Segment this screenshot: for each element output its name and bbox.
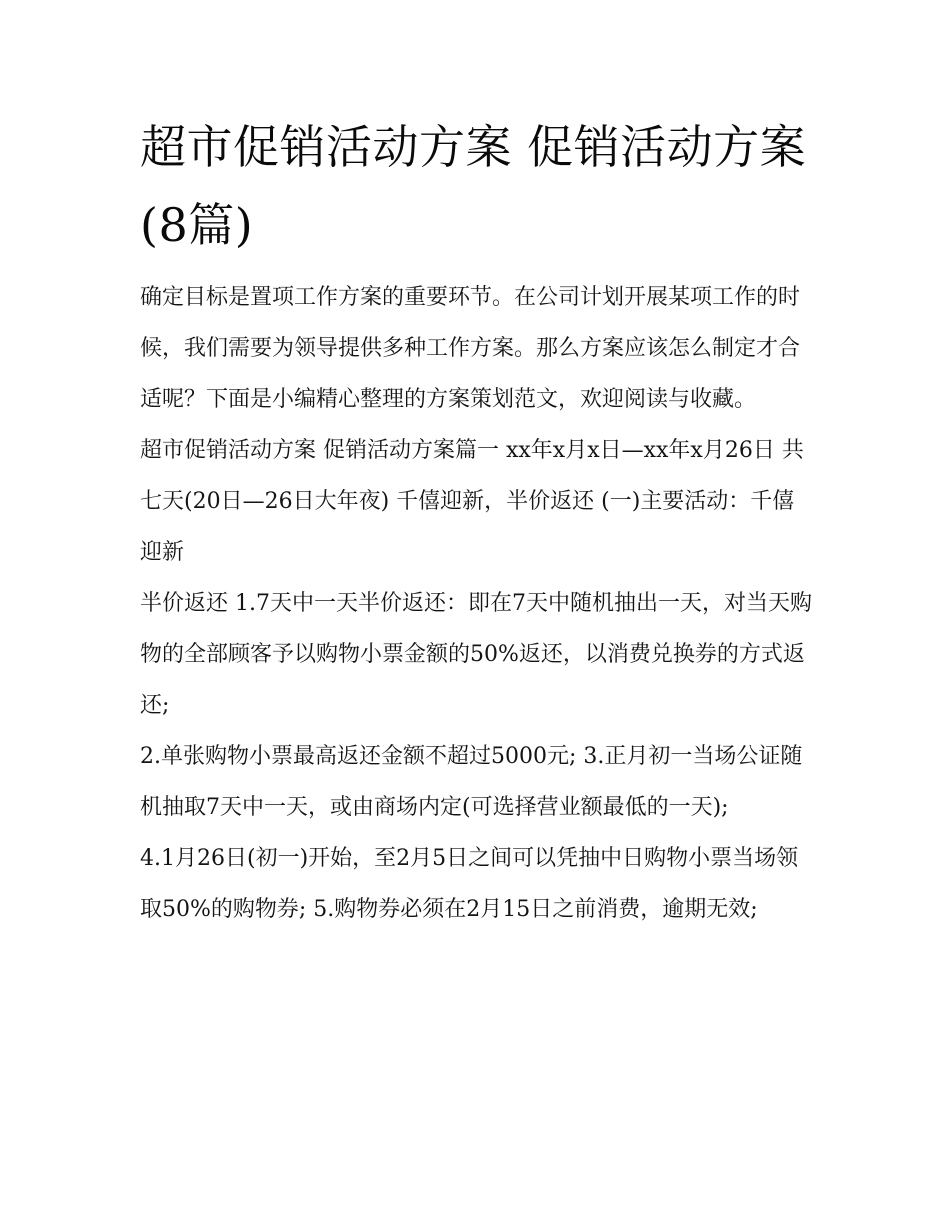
document-body [140, 108, 816, 935]
paragraph-activity-overview: 超市促销活动方案 促销活动方案篇一 xx年x月x日—xx年x月26日 共七天(20日—26日大年夜) 千僖迎新，半价返还 (一)主要活动：千僖迎新 [140, 438, 804, 565]
paragraph-rules-4-5: 4.1月26日(初一)开始，至2月5日之间可以凭抽中日购物小票当场领取50%的购物券; 5.购物券必须在2月15日之前消费，逾期无效; [140, 846, 799, 922]
intro-paragraph: 确定目标是置项工作方案的重要环节。在公司计划开展某项工作的时候，我们需要为领导提供多种工作方案。那么方案应该怎么制定才合适呢？下面是小编精心整理的方案策划范文，欢迎阅读与收藏。 [140, 285, 801, 412]
document-title: 超市促销活动方案 促销活动方案(8篇) [140, 120, 807, 252]
paragraph-rules-2-3: 2.单张购物小票最高返还金额不超过5000元; 3.正月初一当场公证随机抽取7天中一天，或由商场内定(可选择营业额最低的一天); [140, 744, 803, 820]
paragraph-half-price-rule-1: 半价返还 1.7天中一天半价返还：即在7天中随机抽出一天，对当天购物的全部顾客予以购物小票金额的50%返还，以消费兑换券的方式返还; [140, 591, 812, 718]
